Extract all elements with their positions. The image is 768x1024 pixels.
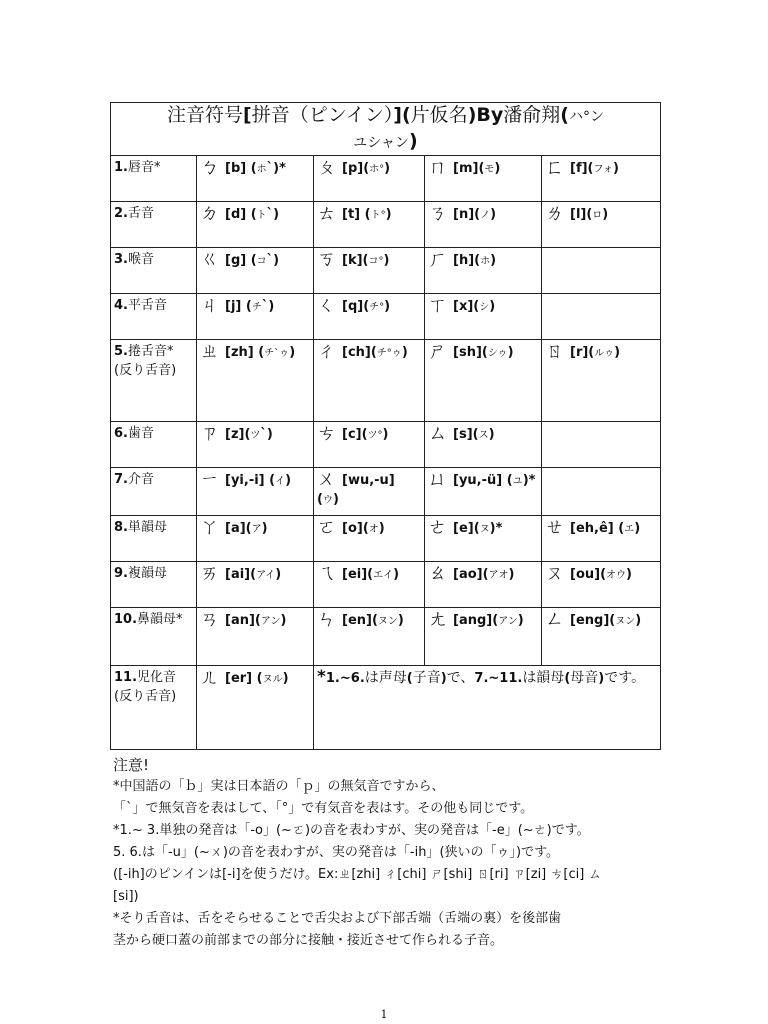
cell-tail: )* — [522, 473, 536, 488]
cell-tail: ) — [285, 473, 292, 488]
pinyin: [ei]( — [342, 567, 374, 582]
row-name: 介音 — [127, 472, 154, 487]
zhuyin-cell — [314, 340, 425, 422]
row-label — [111, 202, 197, 248]
zhuyin-symbol: ㄨ — [317, 468, 337, 490]
title-text-6: )By — [467, 104, 504, 126]
katakana: チ° — [369, 302, 385, 313]
row-extra: (反り舌音) — [114, 363, 177, 378]
cell-tail: ) — [635, 613, 642, 628]
zhuyin-cell — [197, 422, 314, 468]
katakana: ヌン — [615, 616, 636, 627]
pinyin: [zh] ( — [225, 345, 265, 360]
row-number: 5. — [114, 344, 128, 359]
pinyin: [yu,-ü] ( — [453, 473, 513, 488]
pinyin: [ai]( — [225, 567, 257, 582]
cell-tail: ) — [383, 253, 390, 268]
row-name: 捲舌音* — [127, 344, 174, 359]
cell-tail: ) — [282, 671, 289, 686]
zhuyin-symbol: ㄗ — [200, 422, 220, 444]
row-name: 平舌音 — [127, 298, 167, 313]
note-part: 1.~6. — [325, 671, 365, 686]
title-row — [111, 103, 661, 156]
katakana: ト — [256, 210, 267, 221]
title-text-3: 拼音（ピンイン） — [251, 104, 394, 126]
katakana: アオ — [488, 570, 509, 581]
zhuyin-cell — [314, 248, 425, 294]
katakana: ア — [251, 524, 262, 535]
zhuyin-symbol: ㄖ — [545, 340, 565, 362]
cell-tail: ) — [261, 521, 268, 536]
pinyin: [a]( — [225, 521, 252, 536]
cell-tail: ) — [401, 345, 408, 360]
zhuyin-cell — [314, 516, 425, 562]
zhuyin-cell — [314, 608, 425, 666]
title-text-8: ) — [409, 130, 418, 152]
row-number: 1. — [114, 160, 128, 175]
zhuyin-cell — [197, 248, 314, 294]
zhuyin-symbol: ㄕ — [428, 340, 448, 362]
row-number: 7. — [114, 472, 128, 487]
row-name: 喉音 — [127, 252, 154, 267]
title-kana-2: ユシャン — [353, 135, 410, 151]
zhuyin-cell — [542, 562, 661, 608]
pinyin: [e]( — [453, 521, 480, 536]
katakana: ヌ — [479, 524, 490, 535]
cell-tail: ) — [494, 161, 501, 176]
zhuyin-cell — [197, 516, 314, 562]
zhuyin-cell — [425, 468, 542, 516]
row-number: 6. — [114, 426, 128, 441]
note-line: 茎から硬口蓋の前部までの部分に接触・接近させて作られる子音。 — [113, 933, 504, 948]
zhuyin-symbol: ㄜ — [428, 516, 448, 538]
zhuyin-cell — [542, 248, 661, 294]
cell-tail: ) — [626, 567, 632, 582]
pinyin: [p]( — [342, 161, 370, 176]
note-part: で、 — [446, 670, 475, 686]
zhuyin-symbol: ㄐ — [200, 294, 220, 316]
title-author: 潘俞翔 — [503, 104, 561, 126]
zhuyin-cell — [542, 156, 661, 202]
note-part: は声母 — [364, 670, 407, 686]
zhuyin-cell — [425, 422, 542, 468]
row-number: 9. — [114, 566, 128, 581]
zhuyin-symbol: ㄧ — [200, 468, 220, 490]
note-part: ( — [564, 671, 571, 686]
zhuyin-cell — [197, 340, 314, 422]
zhuyin-symbol: ㄤ — [428, 608, 448, 630]
cell-tail: ) — [289, 345, 296, 360]
row-extra: (反り舌音) — [114, 689, 177, 704]
zhuyin-table — [110, 102, 661, 750]
cell-tail: ) — [332, 492, 339, 507]
katakana: コ — [256, 256, 267, 267]
cell-tail: )* — [489, 521, 503, 536]
katakana: ロ — [592, 210, 603, 221]
pinyin: [n]( — [453, 207, 481, 222]
cell-tail: ) — [490, 253, 497, 268]
zhuyin-symbol: ㄌ — [545, 202, 565, 224]
cell-tail: `) — [260, 427, 273, 442]
zhuyin-symbol: ㄊ — [317, 202, 337, 224]
row-name: 鼻韻母* — [137, 612, 183, 627]
title-text-2: [ — [243, 104, 252, 126]
zhuyin-cell — [542, 608, 661, 666]
row-name: 複韻母 — [127, 566, 167, 581]
katakana: ルゥ — [594, 348, 615, 359]
cell-tail: ) — [275, 567, 282, 582]
pinyin: [x]( — [453, 299, 480, 314]
pinyin: [wu,-u] ( — [317, 473, 395, 507]
cell-tail: ) — [508, 567, 515, 582]
note-line: [si]) — [113, 889, 139, 904]
pinyin: [sh]( — [453, 345, 488, 360]
katakana: アン — [498, 616, 518, 627]
zhuyin-cell — [425, 340, 542, 422]
cell-tail: ) — [378, 521, 385, 536]
zhuyin-symbol: ㄠ — [428, 562, 448, 584]
zhuyin-cell — [314, 468, 425, 516]
zhuyin-symbol: ㄛ — [317, 516, 337, 538]
zhuyin-cell — [197, 294, 314, 340]
zhuyin-symbol: ㄎ — [317, 248, 337, 270]
cell-tail: ) — [385, 207, 392, 222]
row-name: 唇音* — [127, 160, 161, 175]
cell-tail: ) — [384, 299, 391, 314]
zhuyin-symbol: ㄟ — [317, 562, 337, 584]
zhuyin-cell — [542, 202, 661, 248]
row-number: 8. — [114, 520, 128, 535]
zhuyin-symbol: ㄢ — [200, 608, 220, 630]
zhuyin-symbol: ㄉ — [200, 202, 220, 224]
zhuyin-cell — [197, 608, 314, 666]
note-part: ) — [440, 671, 447, 686]
title-text-7: ( — [560, 104, 569, 126]
katakana: ヌル — [262, 674, 283, 685]
zhuyin-cell — [197, 156, 314, 202]
row-name: 歯音 — [127, 426, 154, 441]
zhuyin-symbol: ㄍ — [200, 248, 220, 270]
cell-tail: ) — [384, 161, 391, 176]
zhuyin-cell — [425, 294, 542, 340]
zhuyin-cell — [197, 468, 314, 516]
notes-heading: 注意! — [113, 756, 150, 774]
cell-tail: `)* — [266, 161, 286, 176]
zhuyin-symbol: ㄅ — [200, 156, 220, 178]
note-part: 母音 — [570, 670, 599, 686]
zhuyin-cell — [314, 156, 425, 202]
cell-tail: ) — [517, 613, 524, 628]
pinyin: [d] ( — [225, 207, 257, 222]
row-label — [111, 608, 197, 666]
zhuyin-cell — [425, 248, 542, 294]
katakana: フォ — [593, 164, 613, 175]
pinyin: [eng]( — [570, 613, 616, 628]
zhuyin-symbol: ㄝ — [545, 516, 565, 538]
zhuyin-cell — [314, 202, 425, 248]
row-number: 10. — [114, 612, 138, 627]
table-row — [111, 562, 661, 608]
zhuyin-symbol: ㄋ — [428, 202, 448, 224]
title-kana-1: ハ°ン — [568, 109, 604, 125]
katakana: エ — [624, 524, 635, 535]
zhuyin-cell — [425, 562, 542, 608]
zhuyin-symbol: ㄣ — [317, 608, 337, 630]
cell-tail: `) — [266, 253, 280, 268]
cell-tail: ) — [280, 613, 287, 628]
table-row — [111, 608, 661, 666]
note-part: ) — [598, 671, 605, 686]
zhuyin-symbol: ㄇ — [428, 156, 448, 178]
zhuyin-cell — [542, 468, 661, 516]
row-number: 11. — [114, 670, 138, 685]
table-row — [111, 666, 661, 750]
row-label — [111, 340, 197, 422]
cell-tail: ) — [602, 207, 609, 222]
row-name: 児化音 — [137, 670, 177, 685]
cell-tail: ) — [507, 345, 514, 360]
pinyin: [c]( — [342, 427, 368, 442]
katakana: オウ — [606, 570, 627, 581]
katakana: ツ° — [367, 430, 383, 441]
note-line: *1.~ 3.単独の発音は「-o」(~ㄛ)の音を表わすが、実の発音は「-e」(~ㄜ)です。 — [113, 823, 590, 838]
pinyin: [m]( — [453, 161, 485, 176]
summary-note — [314, 666, 661, 750]
pinyin: [en]( — [342, 613, 378, 628]
cell-tail: ) — [634, 521, 641, 536]
pinyin: [t] ( — [342, 207, 371, 222]
zhuyin-cell — [197, 666, 314, 750]
zhuyin-cell — [425, 202, 542, 248]
pinyin: [h]( — [453, 253, 481, 268]
pinyin: [s]( — [453, 427, 479, 442]
katakana: オ — [368, 524, 379, 535]
zhuyin-cell — [425, 608, 542, 666]
row-label — [111, 468, 197, 516]
note-part: ( — [406, 671, 413, 686]
katakana: エイ — [373, 570, 394, 581]
cell-tail: ) — [382, 427, 389, 442]
katakana: ヌン — [377, 616, 398, 627]
pinyin: [an]( — [225, 613, 261, 628]
zhuyin-symbol: ㄩ — [428, 468, 448, 490]
katakana: アン — [260, 616, 281, 627]
pinyin: [z]( — [225, 427, 251, 442]
cell-tail: ) — [393, 567, 400, 582]
pinyin: [b] ( — [225, 161, 257, 176]
row-label — [111, 666, 197, 750]
zhuyin-cell — [197, 562, 314, 608]
zhuyin-symbol: ㄙ — [428, 422, 448, 444]
note-part: 子音 — [412, 670, 441, 686]
pinyin: [ch]( — [342, 345, 377, 360]
zhuyin-cell — [197, 202, 314, 248]
row-label — [111, 294, 197, 340]
title-text-1: 注音符号 — [167, 104, 244, 126]
zhuyin-symbol: ㄘ — [317, 422, 337, 444]
cell-tail: ) — [489, 299, 496, 314]
katakana: ノ — [480, 210, 491, 221]
cell-tail: ) — [613, 161, 619, 176]
pinyin: [k]( — [342, 253, 369, 268]
zhuyin-symbol: ㄔ — [317, 340, 337, 362]
katakana: ホ — [480, 256, 491, 267]
table-row — [111, 202, 661, 248]
katakana: ホ — [256, 164, 267, 175]
pinyin: [eh,ê] ( — [570, 521, 625, 536]
cell-tail: `) — [261, 299, 275, 314]
cell-tail: ) — [397, 613, 404, 628]
katakana: ツ — [250, 430, 261, 441]
row-name: 舌音 — [127, 206, 154, 221]
zhuyin-symbol: ㄆ — [317, 156, 337, 178]
pinyin: [o]( — [342, 521, 369, 536]
katakana: イ — [275, 476, 286, 487]
pinyin: [ao]( — [453, 567, 489, 582]
row-label — [111, 156, 197, 202]
pinyin: [q]( — [342, 299, 370, 314]
row-label — [111, 248, 197, 294]
zhuyin-symbol: ㄞ — [200, 562, 220, 584]
zhuyin-symbol: ㄥ — [545, 608, 565, 630]
note-star: * — [317, 667, 326, 687]
katakana: ホ° — [369, 164, 385, 175]
table-row — [111, 248, 661, 294]
cell-tail: ) — [614, 345, 621, 360]
katakana: アイ — [256, 570, 276, 581]
zhuyin-symbol: ㄡ — [545, 562, 565, 584]
note-line: *中国語の「ｂ」実は日本語の「ｐ」の無気音ですから、 — [113, 779, 445, 794]
katakana: コ° — [368, 256, 384, 267]
pinyin: [g] ( — [225, 253, 257, 268]
cell-tail: ) — [488, 427, 495, 442]
row-number: 3. — [114, 252, 128, 267]
katakana: ト° — [370, 210, 386, 221]
row-label — [111, 516, 197, 562]
katakana: ユ — [512, 476, 523, 487]
pinyin: [yi,-i] ( — [225, 473, 276, 488]
zhuyin-symbol: ㄏ — [428, 248, 448, 270]
zhuyin-cell — [425, 156, 542, 202]
zhuyin-symbol: ㄒ — [428, 294, 448, 316]
pinyin: [er] ( — [225, 671, 263, 686]
note-line: 「`」で無気音を表はして、「°」で有気音を表はす。その他も同じです。 — [113, 801, 534, 816]
note-part: 7.~11. — [474, 671, 523, 686]
cell-tail: `) — [266, 207, 280, 222]
zhuyin-symbol: ㄑ — [317, 294, 337, 316]
zhuyin-symbol: ㄦ — [200, 666, 220, 688]
zhuyin-cell — [542, 422, 661, 468]
page-number: 1 — [380, 1008, 388, 1021]
zhuyin-cell — [542, 294, 661, 340]
row-label — [111, 562, 197, 608]
note-part: は韻母 — [522, 670, 565, 686]
note-part: です。 — [604, 670, 646, 686]
katakana: シ — [479, 302, 490, 313]
pinyin: [ou]( — [570, 567, 607, 582]
katakana: チ`ゥ — [264, 348, 290, 359]
table-row — [111, 294, 661, 340]
katakana: ス — [478, 430, 489, 441]
table-row — [111, 516, 661, 562]
row-number: 4. — [114, 298, 128, 313]
pinyin: [l]( — [570, 207, 593, 222]
pinyin: [r]( — [570, 345, 595, 360]
katakana: モ — [484, 164, 495, 175]
table-row — [111, 468, 661, 516]
title-text-5: 片仮名 — [410, 104, 468, 126]
katakana: チ°ゥ — [376, 348, 402, 359]
cell-tail: ) — [490, 207, 497, 222]
zhuyin-cell — [314, 422, 425, 468]
pinyin: [f]( — [570, 161, 594, 176]
zhuyin-symbol: ㄓ — [200, 340, 220, 362]
katakana: チ — [251, 302, 262, 313]
zhuyin-symbol: ㄈ — [545, 156, 565, 178]
notes-section — [113, 754, 673, 952]
title-text-4: ]( — [393, 104, 411, 126]
notes-lines — [113, 776, 673, 952]
pinyin: [j] ( — [225, 299, 252, 314]
table-row — [111, 156, 661, 202]
note-line: 5. 6.は「-u」(~ㄨ)の音を表わすが、実の発音は「-ih」(狭いの「ゥ」)です。 — [113, 845, 560, 860]
note-line: ([-ih]のピンインは[-i]を使うだけ。Ex:ㄓ[zhi] ㄔ[chi] ㄕ[shi] ㄖ[ri] ㄗ[zi] ㄘ[ci] ㄙ — [113, 867, 602, 882]
table-title — [111, 103, 661, 156]
zhuyin-cell — [314, 294, 425, 340]
zhuyin-cell — [542, 516, 661, 562]
pinyin: [ang]( — [453, 613, 499, 628]
katakana: シゥ — [487, 348, 508, 359]
row-label — [111, 422, 197, 468]
zhuyin-symbol: ㄚ — [200, 516, 220, 538]
zhuyin-cell — [542, 340, 661, 422]
table-row — [111, 422, 661, 468]
row-number: 2. — [114, 206, 128, 221]
katakana: ウ — [322, 495, 333, 506]
zhuyin-cell — [314, 562, 425, 608]
note-line: *そり舌音は、舌をそらせることで舌尖および下部舌端（舌端の裏）を後部歯 — [113, 911, 562, 926]
row-name: 単韻母 — [127, 520, 167, 535]
zhuyin-cell — [425, 516, 542, 562]
table-row — [111, 340, 661, 422]
